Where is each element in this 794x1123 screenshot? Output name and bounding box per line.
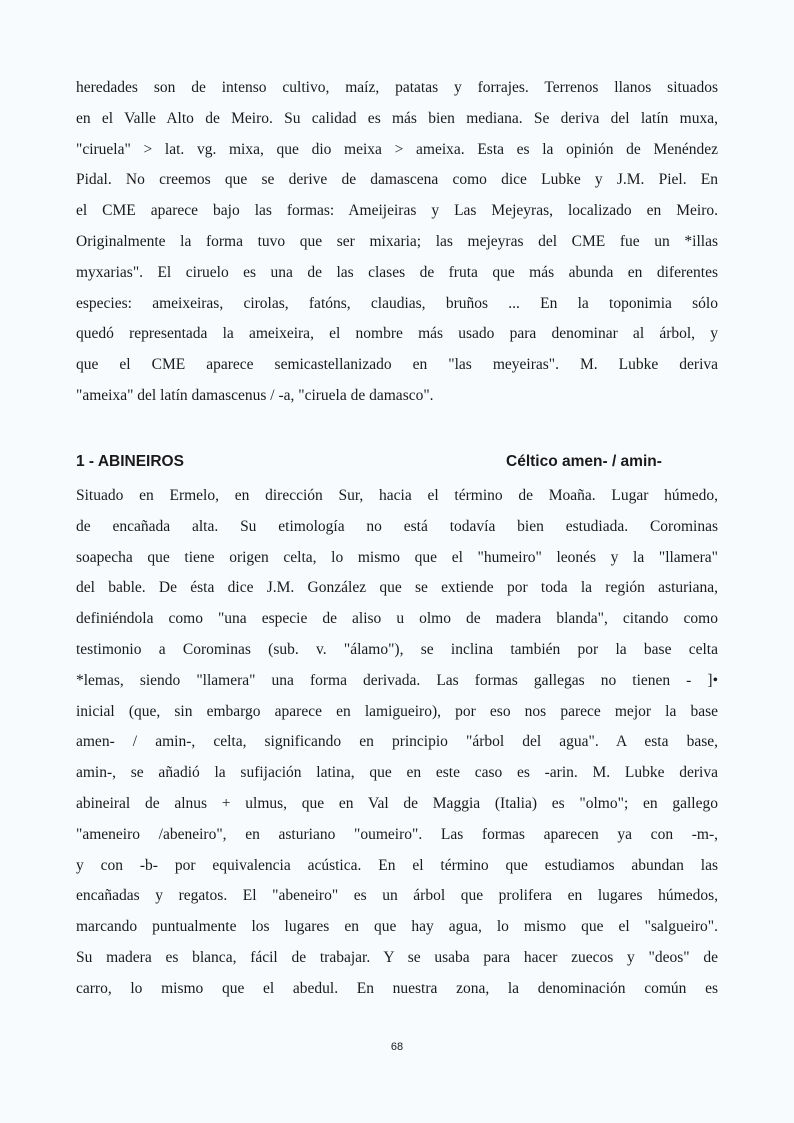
text-line: marcando puntualmente los lugares en que hay agua, lo mismo que el "salgueiro". xyxy=(76,918,718,936)
text-line: soapecha que tiene origen celta, lo mismo que el "humeiro" leonés y la "llamera" xyxy=(76,548,718,566)
text-line: quedó representada la ameixeira, el nombre más usado para denominar al árbol, y xyxy=(76,325,718,343)
text-line: carro, lo mismo que el abedul. En nuestra zona, la denominación común es xyxy=(76,979,718,997)
text-line: Situado en Ermelo, en dirección Sur, hacia el término de Moaña. Lugar húmedo, xyxy=(76,487,718,504)
text-line: del bable. De ésta dice J.M. González que se extiende por toda la región asturiana, xyxy=(76,579,718,597)
text-line: Pidal. No creemos que se derive de damascena como dice Lubke y J.M. Piel. En xyxy=(76,171,718,189)
text-line: especies: ameixeiras, cirolas, fatóns, claudias, bruños ... En la toponimia sólo xyxy=(76,294,718,312)
section-heading xyxy=(76,453,718,477)
paragraph-ameixeira xyxy=(76,73,718,412)
text-line: el CME aparece bajo las formas: Ameijeiras y Las Mejeyras, localizado en Meiro. xyxy=(76,202,718,220)
text-line: abineiral de alnus + ulmus, que en Val de Maggia (Italia) es "olmo"; en gallego xyxy=(76,794,718,812)
text-line: "ameixa" del latín damascenus / -a, "ciruela de damasco". xyxy=(76,386,434,404)
paragraph-abineiros xyxy=(76,481,718,1005)
text-line: myxarias". El ciruelo es una de las clases de fruta que más abunda en diferentes xyxy=(76,263,718,281)
text-line: Originalmente la forma tuvo que ser mixaria; las mejeyras del CME fue un *illas xyxy=(76,232,718,250)
text-line: de encañada alta. Su etimología no está todavía bien estudiada. Corominas xyxy=(76,517,718,535)
text-line: definiéndola como "una especie de aliso u olmo de madera blanda", citando como xyxy=(76,610,718,628)
text-line: amin-, se añadió la sufijación latina, que en este caso es -arin. M. Lubke deriva xyxy=(76,764,718,782)
text-line: inicial (que, sin embargo aparece en lamigueiro), por eso nos parece mejor la base xyxy=(76,702,718,720)
text-line: testimonio a Corominas (sub. v. "álamo"), se inclina también por la base celta xyxy=(76,640,718,658)
text-line: en el Valle Alto de Meiro. Su calidad es más bien mediana. Se deriva del latín muxa, xyxy=(76,109,718,127)
text-line: heredades son de intenso cultivo, maíz, patatas y forrajes. Terrenos llanos situados xyxy=(76,79,718,96)
text-line: y con -b- por equivalencia acústica. En el término que estudiamos abundan las xyxy=(76,856,718,874)
text-line: amen- / amin-, celta, significando en principio "árbol del agua". A esta base, xyxy=(76,733,718,751)
text-line: *lemas, siendo "llamera" una forma derivada. Las formas gallegas no tienen - ]• xyxy=(76,671,718,689)
page-number: 68 xyxy=(390,1041,404,1053)
text-line: que el CME aparece semicastellanizado en "las meyeiras". M. Lubke deriva xyxy=(76,356,718,374)
etymology-label: Céltico amen- / amin- xyxy=(506,453,662,470)
text-line: encañadas y regatos. El "abeneiro" es un árbol que prolifera en lugares húmedos, xyxy=(76,887,718,905)
text-line: "ameneiro /abeneiro", en asturiano "oumeiro". Las formas aparecen ya con -m-, xyxy=(76,825,718,843)
text-line: Su madera es blanca, fácil de trabajar. Y se usaba para hacer zuecos y "deos" de xyxy=(76,948,718,966)
entry-title: 1 - ABINEIROS xyxy=(76,453,184,470)
text-line: "ciruela" > lat. vg. mixa, que dio meixa > ameixa. Esta es la opinión de Menéndez xyxy=(76,140,718,158)
